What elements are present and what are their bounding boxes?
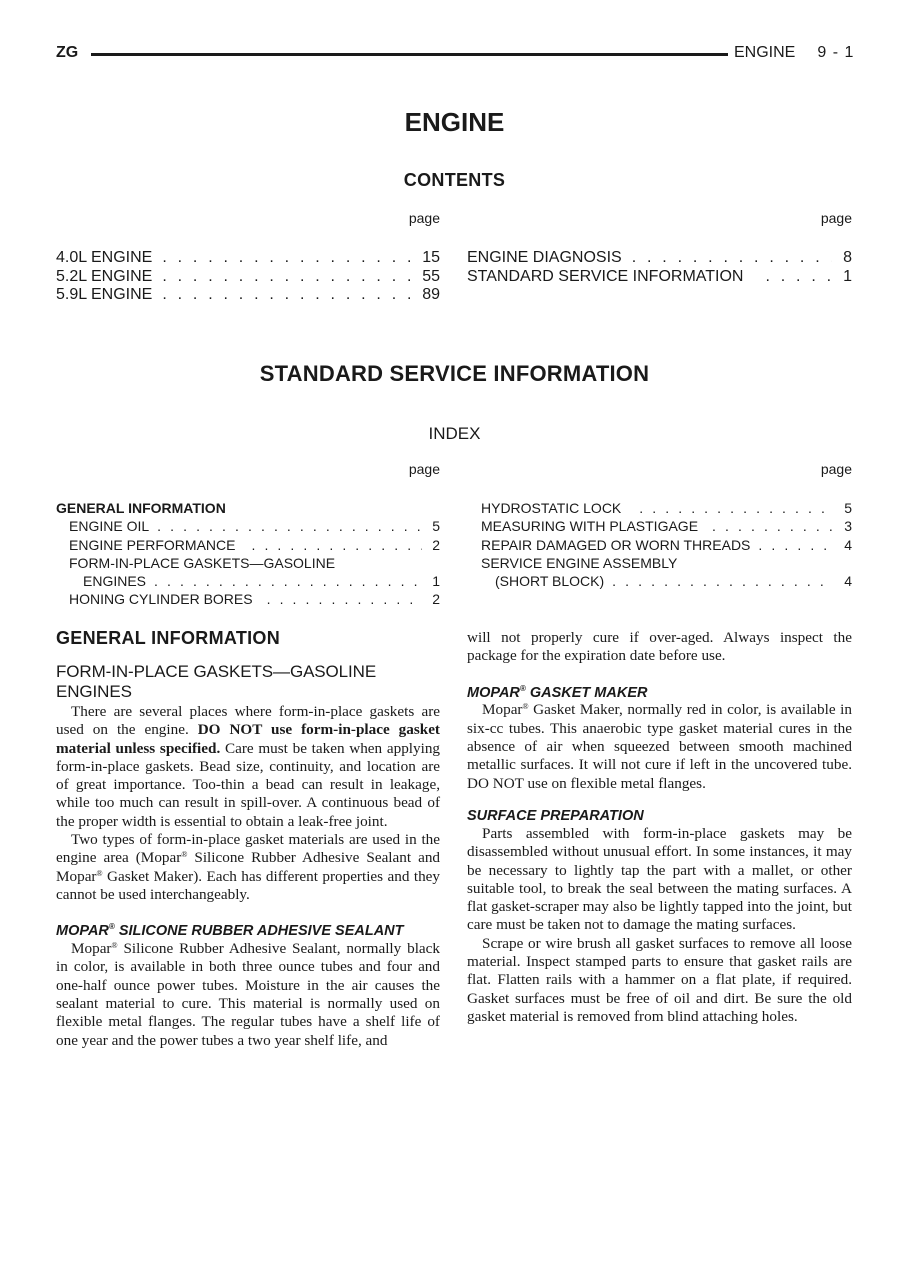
- index-leader: [251, 536, 422, 554]
- fip-text: [56, 703, 440, 904]
- index-label: MEASURING WITH PLASTIGAGE: [481, 518, 699, 535]
- index-leader: [712, 517, 834, 535]
- toc-entry[interactable]: [56, 268, 440, 287]
- index-label: (SHORT BLOCK): [495, 573, 605, 590]
- header-rule: [91, 53, 728, 56]
- right-column: [467, 629, 852, 1026]
- index-leader: [639, 499, 834, 517]
- index-entry[interactable]: [481, 499, 852, 517]
- paragraph: [56, 940, 440, 1050]
- index-entry-continued[interactable]: [56, 554, 440, 572]
- toc-leader: [765, 268, 832, 287]
- text-run: Silicone Rubber Adhesive Sealant, normally black in color, is available in both three ounce tubes and four and one-half ounce power tubes. Moisture in the air causes the sealant material to cure. This material is normally used on flexible metal flanges. The regular tubes have a shelf life of one year and the power tubes a two year shelf life, and: [56, 940, 440, 1049]
- contents-heading: CONTENTS: [403, 170, 506, 190]
- toc-page: 15: [422, 249, 440, 266]
- index-label: REPAIR DAMAGED OR WORN THREADS: [481, 536, 751, 553]
- index-entry[interactable]: [481, 517, 852, 535]
- index-list-right: [481, 499, 852, 590]
- page-title: ENGINE: [404, 107, 505, 137]
- index-leader: [267, 590, 422, 608]
- toc-page: 89: [422, 286, 440, 303]
- text-run: SILICONE RUBBER ADHESIVE SEALANT: [114, 923, 404, 940]
- index-heading: INDEX: [428, 424, 481, 443]
- contents-page-label-right: page: [820, 210, 852, 226]
- gasket-maker-text: [467, 701, 852, 792]
- silicone-text-continued: [467, 629, 852, 666]
- index-page: 3: [844, 518, 852, 535]
- index-page: 1: [432, 573, 440, 590]
- index-entry[interactable]: [56, 536, 440, 554]
- registered-mark: ®: [108, 922, 115, 932]
- toc-page: 1: [843, 267, 852, 285]
- registered-mark: ®: [519, 683, 526, 693]
- index-leader: [612, 572, 834, 590]
- index-label: FORM-IN-PLACE GASKETS—GASOLINE: [69, 554, 336, 571]
- warning-text: DO NOT use form-in-place gasket material unless specified.: [56, 721, 440, 757]
- index-page: 4: [844, 536, 852, 553]
- text-run: GASKET MAKER: [525, 684, 648, 701]
- text-run: Two types of form-in-place gasket materials are used in the engine area (Mopar: [56, 831, 440, 867]
- registered-mark: ®: [181, 850, 188, 860]
- index-page: 5: [844, 500, 852, 516]
- header-section: [734, 44, 854, 62]
- silicone-text: [56, 940, 440, 1050]
- toc-leader: [162, 286, 416, 305]
- index-leader: [157, 517, 422, 535]
- text-run: There are several places where form-in-place gaskets are used on the engine.: [56, 703, 440, 739]
- paragraph: Parts assembled with form-in-place gaskets may be disassembled without unusual effort. In some instances, it may be necessary to lightly tap the part with a mallet, or other suitable tool, to break the seal between the mating surfaces. A flat gasket-scraper may also be lightly tapped into the joint, but care must be taken not to damage the mating surfaces.: [467, 824, 852, 934]
- toc-entry[interactable]: [56, 249, 440, 268]
- left-column: [56, 628, 440, 1050]
- header-section-title: ENGINE: [734, 44, 796, 61]
- index-page-label-left: page: [408, 461, 440, 477]
- text-run: Gasket Maker). Each has different properties and they cannot be used interchangeably.: [56, 867, 440, 903]
- toc-page: 55: [422, 267, 440, 285]
- toc-leader: [162, 249, 416, 268]
- paragraph: will not properly cure if over-aged. Always inspect the package for the expiration date before use.: [467, 629, 852, 665]
- index-page-label-right: page: [820, 461, 852, 477]
- text-run: MOPAR: [56, 923, 109, 940]
- silicone-sealant-heading: [56, 918, 440, 940]
- index-label: SERVICE ENGINE ASSEMBLY: [481, 554, 678, 571]
- paragraph: [467, 701, 852, 792]
- toc-label: ENGINE DIAGNOSIS: [467, 249, 622, 266]
- index-entry[interactable]: [56, 572, 440, 590]
- toc-entry[interactable]: [467, 249, 852, 268]
- index-entry[interactable]: [481, 572, 852, 590]
- index-label: HYDROSTATIC LOCK: [481, 500, 622, 516]
- index-list-left: [56, 499, 440, 609]
- contents-page-label-left: page: [408, 210, 440, 226]
- toc-label: 4.0L ENGINE: [56, 249, 153, 266]
- toc-entry[interactable]: [467, 268, 852, 287]
- index-entry[interactable]: [481, 536, 852, 554]
- index-group-heading: GENERAL INFORMATION: [56, 500, 226, 516]
- text-run: Mopar: [71, 940, 112, 958]
- index-entry[interactable]: [56, 590, 440, 608]
- index-page: 5: [432, 518, 440, 535]
- header-book-code: ZG: [56, 44, 79, 61]
- section-title: STANDARD SERVICE INFORMATION: [259, 361, 650, 386]
- fip-gaskets-heading: FORM-IN-PLACE GASKETS—GASOLINE ENGINES: [56, 662, 377, 701]
- gasket-maker-heading: [467, 680, 852, 702]
- registered-mark: ®: [522, 702, 529, 712]
- toc-label: 5.9L ENGINE: [56, 286, 153, 303]
- toc-page: 8: [843, 249, 852, 266]
- text-run: Mopar: [482, 701, 523, 719]
- toc-leader: [162, 268, 416, 287]
- index-label: HONING CYLINDER BORES: [69, 591, 253, 608]
- index-page: 2: [432, 591, 440, 608]
- index-entry-continued[interactable]: [481, 554, 852, 572]
- contents-list-right: [467, 249, 852, 286]
- paragraph: [56, 831, 440, 904]
- index-label: ENGINE OIL: [69, 518, 150, 535]
- index-leader: [758, 536, 834, 554]
- toc-leader: [632, 249, 832, 268]
- registered-mark: ®: [111, 941, 118, 951]
- text-run: Gasket Maker, normally red in color, is available in six-cc tubes. This anaerobic type gasket material cures in the absence of air when squeezed between smooth machined metallic surfaces. It will not cure if left in the uncovered tube. DO NOT use on flexible metal flanges.: [467, 701, 852, 792]
- header-page-number: 9 - 1: [817, 44, 855, 61]
- toc-label: STANDARD SERVICE INFORMATION: [467, 267, 744, 285]
- general-information-heading: GENERAL INFORMATION: [56, 628, 281, 648]
- index-entry[interactable]: [56, 517, 440, 535]
- text-run: Silicone Rubber Adhesive Sealant and Mopar: [56, 849, 441, 885]
- toc-label: 5.2L ENGINE: [56, 267, 153, 285]
- paragraph: [56, 703, 440, 831]
- text-run: MOPAR: [467, 684, 520, 701]
- index-leader: [154, 572, 422, 590]
- paragraph: Scrape or wire brush all gasket surfaces to remove all loose material. Inspect stamped parts to ensure that gasket rails are flat. Flatten rails with a hammer on a flat plate, if required. Gasket surfaces must be free of oil and dirt. Be sure the old gasket material is removed from blind attaching holes.: [467, 934, 852, 1025]
- contents-list-left: [56, 249, 440, 305]
- surface-preparation-heading: SURFACE PREPARATION: [467, 807, 644, 824]
- toc-entry[interactable]: [56, 286, 440, 305]
- registered-mark: ®: [96, 868, 103, 878]
- index-label: ENGINES: [83, 573, 147, 590]
- index-page: 4: [844, 573, 852, 590]
- index-page: 2: [432, 536, 440, 553]
- surface-preparation-text: [467, 825, 852, 1026]
- index-label: ENGINE PERFORMANCE: [69, 536, 236, 553]
- text-run: Care must be taken when applying form-in-place gaskets. Bead size, continuity, and location are of great importance. Too-thin a bead can result in leakage, while too much can result in spill-over. A continuous bead of the proper width is essential to obtain a leak-free joint.: [56, 739, 441, 830]
